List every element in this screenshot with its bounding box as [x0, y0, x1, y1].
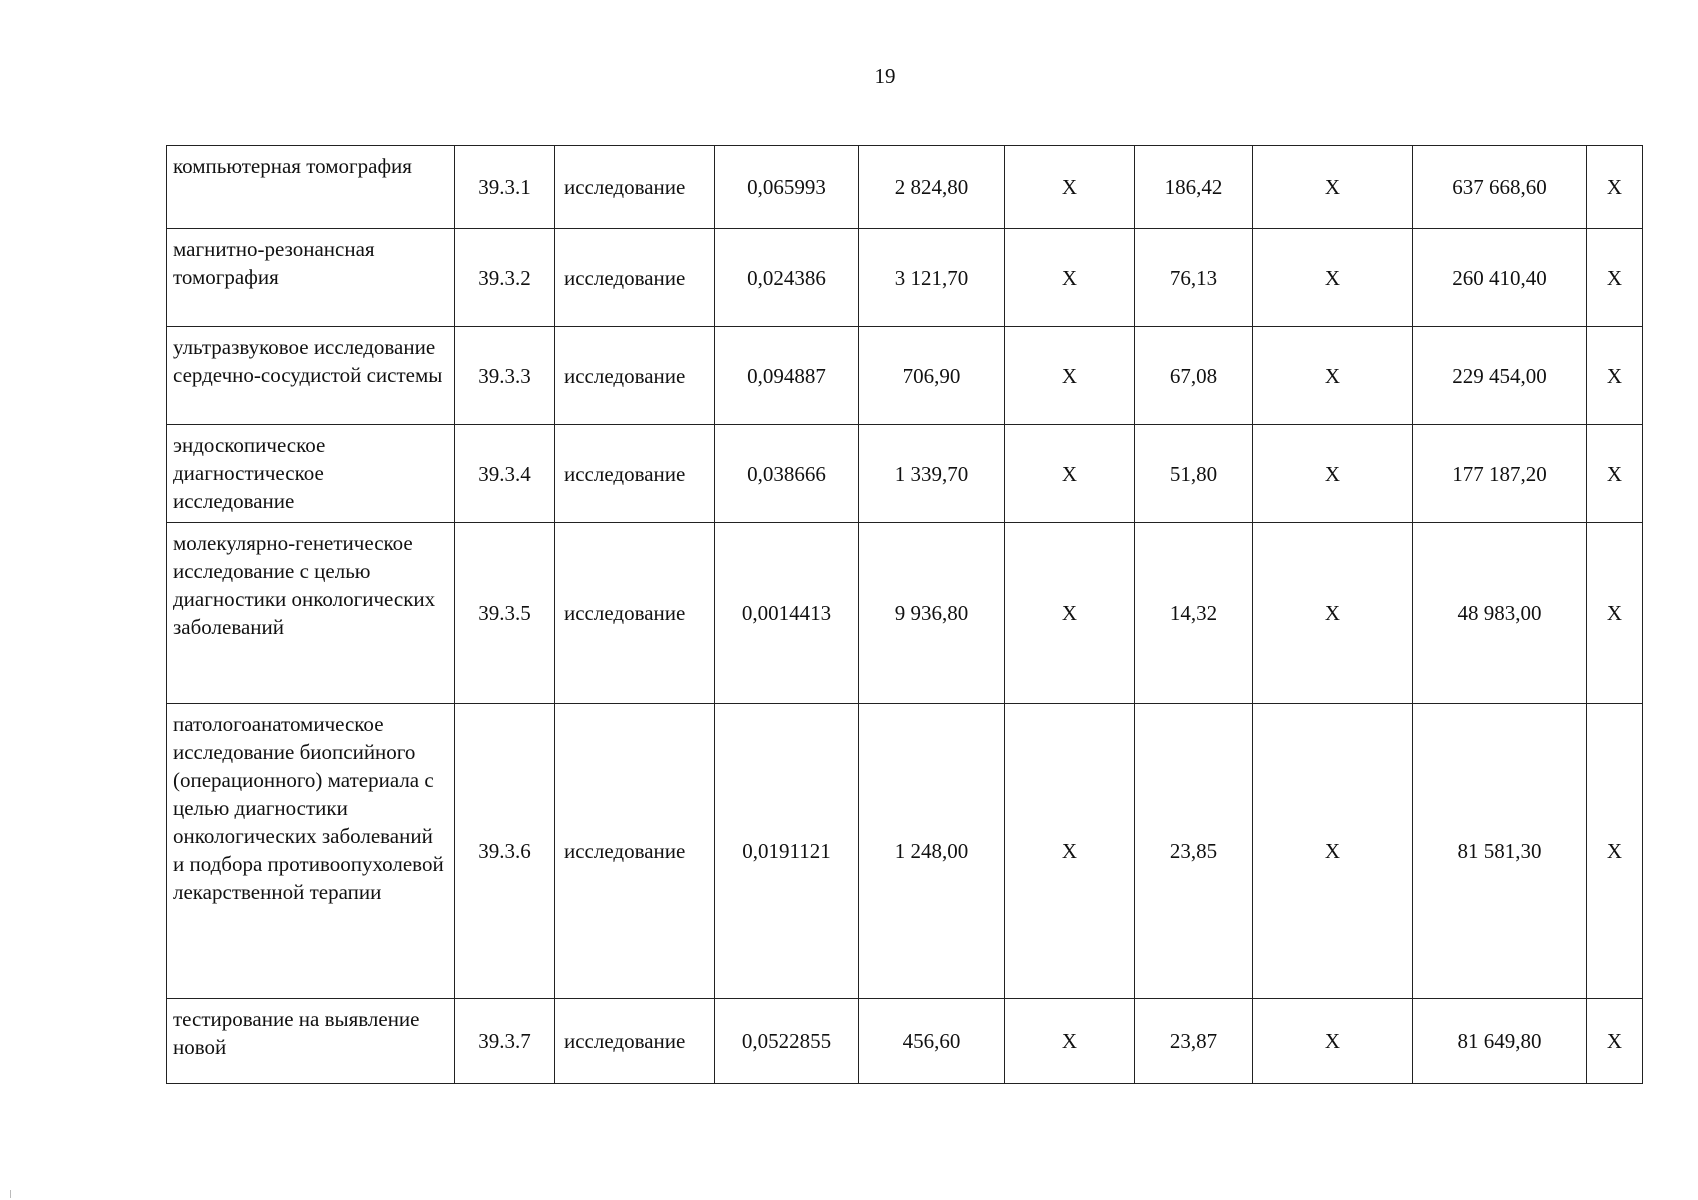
service-name-cell: патологоанатомическое исследование биопсийного (операционного) материала с целью диагностики онкологических заболеваний и подбора противоопухолевой лекарственной терапии [167, 704, 455, 999]
x-cell: Х [1587, 999, 1643, 1084]
norm-cell: 0,038666 [715, 425, 859, 523]
per-capita-cell: 14,32 [1135, 523, 1253, 704]
service-name-cell: эндоскопическое диагностическое исследование [167, 425, 455, 523]
table-row [167, 327, 1643, 425]
x-cell: Х [1005, 704, 1135, 999]
x-cell: Х [1253, 425, 1413, 523]
table-row [167, 704, 1643, 999]
data-table [166, 145, 1643, 1084]
x-cell: Х [1005, 425, 1135, 523]
per-capita-cell: 186,42 [1135, 146, 1253, 229]
service-name-cell: молекулярно-генетическое исследование с целью диагностики онкологических заболеваний [167, 523, 455, 704]
per-capita-cell: 23,85 [1135, 704, 1253, 999]
x-cell: Х [1587, 425, 1643, 523]
norm-cell: 0,024386 [715, 229, 859, 327]
scan-artifact [10, 1190, 11, 1198]
table-row [167, 425, 1643, 523]
x-cell: Х [1587, 229, 1643, 327]
norm-cell: 0,0522855 [715, 999, 859, 1084]
total-cell: 229 454,00 [1413, 327, 1587, 425]
x-cell: Х [1587, 327, 1643, 425]
code-cell: 39.3.3 [455, 327, 555, 425]
cost-cell: 706,90 [859, 327, 1005, 425]
cost-cell: 9 936,80 [859, 523, 1005, 704]
table-row [167, 146, 1643, 229]
x-cell: Х [1005, 327, 1135, 425]
total-cell: 81 649,80 [1413, 999, 1587, 1084]
cost-cell: 3 121,70 [859, 229, 1005, 327]
cost-cell: 456,60 [859, 999, 1005, 1084]
total-cell: 48 983,00 [1413, 523, 1587, 704]
service-name-cell: магнитно-резонансная томография [167, 229, 455, 327]
service-name-cell: компьютерная томография [167, 146, 455, 229]
code-cell: 39.3.1 [455, 146, 555, 229]
per-capita-cell: 51,80 [1135, 425, 1253, 523]
total-cell: 177 187,20 [1413, 425, 1587, 523]
per-capita-cell: 67,08 [1135, 327, 1253, 425]
per-capita-cell: 23,87 [1135, 999, 1253, 1084]
table-row [167, 229, 1643, 327]
total-cell: 81 581,30 [1413, 704, 1587, 999]
table-row [167, 523, 1643, 704]
total-cell: 637 668,60 [1413, 146, 1587, 229]
x-cell: Х [1253, 999, 1413, 1084]
code-cell: 39.3.5 [455, 523, 555, 704]
unit-cell: исследование [555, 229, 715, 327]
cost-cell: 1 248,00 [859, 704, 1005, 999]
cost-cell: 2 824,80 [859, 146, 1005, 229]
unit-cell: исследование [555, 999, 715, 1084]
code-cell: 39.3.7 [455, 999, 555, 1084]
x-cell: Х [1005, 146, 1135, 229]
total-cell: 260 410,40 [1413, 229, 1587, 327]
x-cell: Х [1253, 523, 1413, 704]
code-cell: 39.3.6 [455, 704, 555, 999]
norm-cell: 0,065993 [715, 146, 859, 229]
x-cell: Х [1005, 229, 1135, 327]
table-row [167, 999, 1643, 1084]
unit-cell: исследование [555, 146, 715, 229]
unit-cell: исследование [555, 523, 715, 704]
x-cell: Х [1253, 327, 1413, 425]
x-cell: Х [1005, 999, 1135, 1084]
code-cell: 39.3.4 [455, 425, 555, 523]
page-number: 19 [874, 64, 896, 88]
x-cell: Х [1005, 523, 1135, 704]
x-cell: Х [1253, 146, 1413, 229]
cost-cell: 1 339,70 [859, 425, 1005, 523]
norm-cell: 0,094887 [715, 327, 859, 425]
norm-cell: 0,0014413 [715, 523, 859, 704]
unit-cell: исследование [555, 327, 715, 425]
unit-cell: исследование [555, 704, 715, 999]
service-name-cell: тестирование на выявление новой [167, 999, 455, 1084]
x-cell: Х [1253, 229, 1413, 327]
code-cell: 39.3.2 [455, 229, 555, 327]
norm-cell: 0,0191121 [715, 704, 859, 999]
service-name-cell: ультразвуковое исследование сердечно-сосудистой системы [167, 327, 455, 425]
x-cell: Х [1253, 704, 1413, 999]
x-cell: Х [1587, 704, 1643, 999]
x-cell: Х [1587, 523, 1643, 704]
per-capita-cell: 76,13 [1135, 229, 1253, 327]
unit-cell: исследование [555, 425, 715, 523]
x-cell: Х [1587, 146, 1643, 229]
